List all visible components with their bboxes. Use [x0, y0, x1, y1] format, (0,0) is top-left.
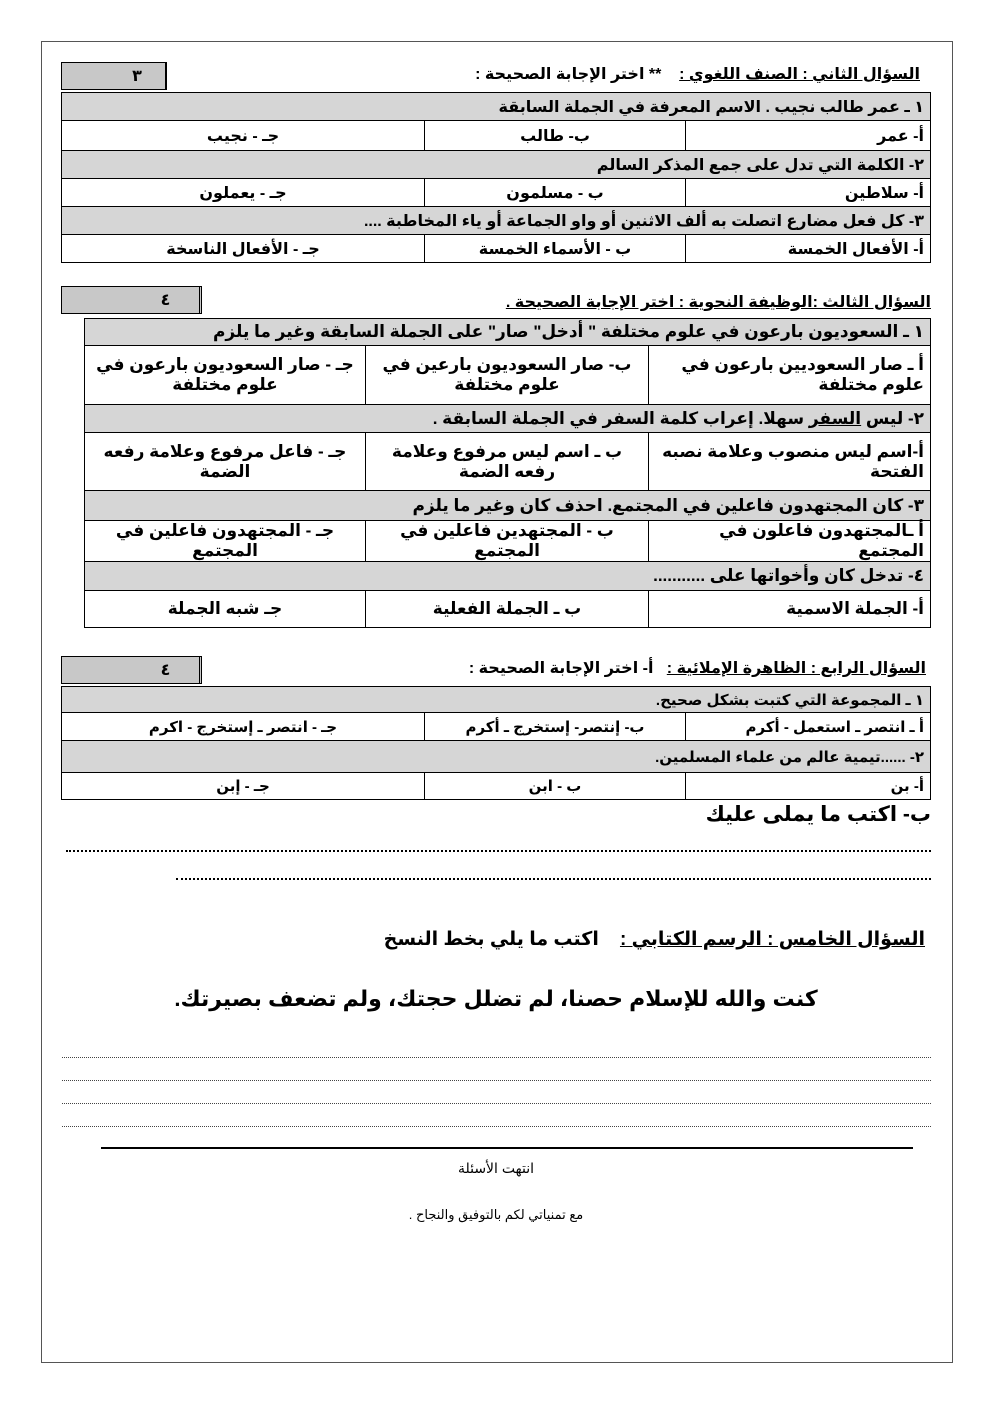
question-text: ٣- كان المجتهدون فاعلين في المجتمع. احذف كان وغير ما يلزم	[85, 491, 931, 521]
score-box-q3	[61, 286, 202, 314]
answer-line[interactable]	[176, 878, 931, 880]
closing-wish: مع تمنياتي لكم بالتوفيق والنجاح .	[408, 1207, 584, 1222]
answer-option[interactable]: جـ - يعملون	[62, 179, 425, 207]
answer-option[interactable]: ب ـ اسم ليس مرفوع وعلامة رفعه الضمة	[366, 433, 649, 491]
answer-option[interactable]: جـ - فاعل مرفوع وعلامة رفعه الضمة	[85, 433, 366, 491]
answer-line[interactable]	[62, 1103, 931, 1104]
answer-option[interactable]: ب - ابن	[425, 773, 686, 800]
answer-option[interactable]: أ ـ صار السعوديين بارعون في علوم مختلفة	[649, 346, 931, 405]
question-text: ٢- الكلمة التي تدل على جمع المذكر السالم	[62, 151, 931, 179]
answer-option[interactable]: ب- طالب	[425, 121, 686, 151]
question-title: السؤال الثاني : الصنف اللغوي :	[679, 66, 920, 83]
answer-line[interactable]	[62, 1057, 931, 1058]
question-text: ١ ـ عمر طالب نجيب . الاسم المعرفة في الجملة السابقة	[62, 93, 931, 121]
answer-option[interactable]: جـ - صار السعوديون بارعون في علوم مختلفة	[85, 346, 366, 405]
question-title: السؤال الخامس : الرسم الكتابي :	[619, 929, 925, 950]
answer-option[interactable]: أ ـ انتصر ـ استعمل - أكرم	[686, 713, 931, 741]
question-text: ٣- كل فعل مضارع اتصلت به ألف الاثنين أو واو الجماعة أو ياء المخاطبة ....	[62, 207, 931, 235]
answer-option[interactable]: ب- إنتصر- إستخرج ـ أكرم	[425, 713, 686, 741]
question-2-header	[475, 64, 920, 84]
score-value: ٣	[109, 63, 166, 89]
answer-option[interactable]: ب - الأسماء الخمسة	[425, 235, 686, 263]
answer-option[interactable]: أ-اسم ليس منصوب وعلامة نصبه الفتحة	[649, 433, 931, 491]
question-title: السؤال الثالث :الوظيفة النحوية : اختر الإجابة الصحيحة .	[505, 294, 931, 311]
answer-option[interactable]: ب- صار السعوديون بارعين في علوم مختلفة	[366, 346, 649, 405]
question-instruction: اكتب ما يلي بخط النسخ	[383, 929, 599, 950]
answer-option[interactable]: جـ - إبن	[62, 773, 425, 800]
question-4-table	[61, 686, 931, 800]
question-text: ١ ـ المجموعة التي كتبت بشكل صحيح.	[62, 687, 931, 713]
answer-option[interactable]: ب - المجتهدين فاعلين في المجتمع	[366, 521, 649, 562]
question-instruction: ** اختر الإجابة الصحيحة :	[475, 66, 662, 83]
answer-option[interactable]: أ- سلاطين	[686, 179, 931, 207]
question-2-table	[61, 92, 931, 263]
question-4-header	[469, 658, 926, 678]
question-5-header	[384, 928, 925, 951]
question-3-header	[506, 292, 931, 312]
answer-option[interactable]: جـ - المجتهدون فاعلين في المجتمع	[85, 521, 366, 562]
answer-option[interactable]: أ ـالمجتهدون فاعلون في المجتمع	[649, 521, 931, 562]
question-instruction: أ- اختر الإجابة الصحيحة :	[468, 660, 654, 677]
answer-option[interactable]: أ- بن	[686, 773, 931, 800]
question-3-table	[84, 318, 931, 628]
answer-option[interactable]: أ- عمر	[686, 121, 931, 151]
answer-line[interactable]	[62, 1126, 931, 1127]
dictation-instruction: ب- اكتب ما يملى عليك	[705, 803, 931, 826]
score-box-q4	[61, 656, 202, 684]
answer-option[interactable]: ب ـ الجملة الفعلية	[366, 591, 649, 628]
answer-option[interactable]: أ- الجملة الاسمية	[649, 591, 931, 628]
answer-line[interactable]	[62, 1080, 931, 1081]
answer-option[interactable]: جـ - انتصر ـ إستخرج - اكرم	[62, 713, 425, 741]
score-value: ٤	[132, 287, 200, 313]
divider	[101, 1147, 913, 1149]
score-value: ٤	[132, 657, 200, 683]
question-text: ٢- ......تيمية عالم من علماء المسلمين.	[62, 741, 931, 773]
answer-option[interactable]: جـ شبه الجملة	[85, 591, 366, 628]
answer-option[interactable]: جـ - الأفعال الناسخة	[62, 235, 425, 263]
answer-option[interactable]: جـ - نجيب	[62, 121, 425, 151]
question-text: ٤- تدخل كان وأخواتها على ...........	[85, 562, 931, 591]
answer-line[interactable]	[66, 850, 931, 852]
answer-option[interactable]: ب - مسلمون	[425, 179, 686, 207]
end-note: انتهت الأسئلة	[457, 1160, 535, 1176]
score-box-q2	[61, 62, 167, 90]
question-text: ١ ـ السعوديون بارعون في علوم مختلفة " أدخل" صار" على الجملة السابقة وغير ما يلزم	[85, 319, 931, 346]
question-title: السؤال الرابع : الظاهرة الإملائية :	[666, 660, 926, 677]
underlined-word: السفر	[808, 408, 862, 428]
calligraphy-sentence: كنت والله للإسلام حصنا، لم تضلل حجتك، ولم تضعف بصيرتك.	[174, 986, 818, 1011]
question-text: ٢- ليس السفر سهلا. إعراب كلمة السفر في الجملة السابقة .	[85, 405, 931, 433]
answer-option[interactable]: أ- الأفعال الخمسة	[686, 235, 931, 263]
